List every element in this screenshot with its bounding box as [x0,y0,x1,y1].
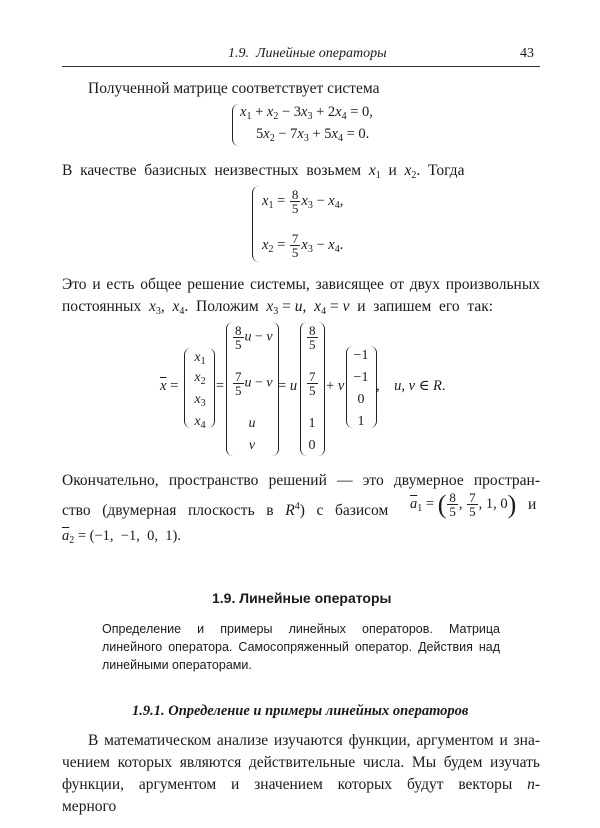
col3-entry-2: $\frac{7}{5}$ [309,369,316,398]
col1-entry-x1: $x_1$ [194,350,206,367]
paragraph-analysis-line3: функции, аргументом и значением которых будут векторы n-мерного [62,776,540,815]
col4-entry-4: 1 [357,414,365,429]
section-abstract: Определение и примеры линейных операторов. Матрица линейного оператора. Самосопряженный оператор. Действия над линейными операторами. [102,622,500,672]
col4-entry-2: −1 [353,370,369,385]
equals-sign: = [216,378,225,394]
col2-entry-1: $\frac{8}{5}$ u − v [235,323,273,352]
col2-entry-4: v [248,438,256,453]
page-number: 43 [520,46,534,61]
left-brace [252,186,259,262]
u-coefficient: = u [278,378,298,394]
vector-x-bar: $\overline{x}$ = [160,378,179,394]
paren-right-col3 [318,322,325,456]
subsection-title: 1.9.1. Определение и примеры линейных операторов [132,703,469,719]
col4-entry-3: 0 [357,392,365,407]
paragraph-basis-unknowns: В качестве базисных неизвестных возьмем $x_1$ и $x_2$. Тогда [62,162,465,181]
paragraph-general-solution-line1: Это и есть общее решение системы, зависящее от двух произвольных [62,276,540,293]
col1-entry-x2: $x_2$ [194,370,206,387]
col3-entry-3: 1 [308,416,316,431]
system1-eq1: $x_1 + x_2 - 3x_3 + 2x_4 = 0$, [240,104,373,122]
col2-entry-3: u [248,416,256,431]
basis-vector-a1: $\overline{a}_1$ = ( $\frac{8}{5}$ , $\frac{7}{5}$ , 1, 0) [410,490,517,520]
paragraph-analysis-line1: В математическом анализе изучаются функции, аргументом и зна- [88,732,540,749]
running-header-title: 1.9. Линейные операторы [228,46,387,61]
system2-eq2: $x_2$ = $\frac{7}{5}$ $x_3 - x_4$. [262,231,344,260]
col1-entry-x3: $x_3$ [194,392,206,409]
system1-eq2: $5x_2 - 7x_3 + 5x_4 = 0$. [256,126,370,144]
header-rule [62,66,540,67]
paren-right-col1 [208,348,215,428]
v-coefficient: + v [326,378,345,394]
col4-entry-1: −1 [353,348,369,363]
col3-entry-4: 0 [308,438,316,453]
section-title: 1.9. Линейные операторы [212,590,392,606]
and-word: и [528,496,537,513]
col2-entry-2: $\frac{7}{5}$ u − v [235,369,273,398]
paragraph-conclusion-line1: Окончательно, пространство решений — это двумерное простран- [62,472,540,489]
paragraph-general-solution-line2: постоянных $x_3$, $x_4$. Положим $x_3 = u$, $x_4 = v$ и запишем его так: [62,298,494,317]
col3-entry-1: $\frac{8}{5}$ [309,323,316,352]
paragraph-analysis-line2: чением которых являются действительные числа. Мы будем изучать [62,754,540,771]
paragraph-intro: Полученной матрице соответствует система [88,80,380,97]
vector-eq-tail: , u, v ∈ R. [376,378,446,394]
left-brace [232,104,239,146]
col1-entry-x4: $x_4$ [194,414,206,431]
system2-eq1: $x_1$ = $\frac{8}{5}$ $x_3 - x_4$, [262,187,344,216]
paragraph-conclusion-line2: ство (двумерная плоскость в $R^4$) с базисом [62,501,389,519]
basis-vector-a2: $\overline{a}_2 = (-1$, −1, 0, 1). [62,528,181,546]
